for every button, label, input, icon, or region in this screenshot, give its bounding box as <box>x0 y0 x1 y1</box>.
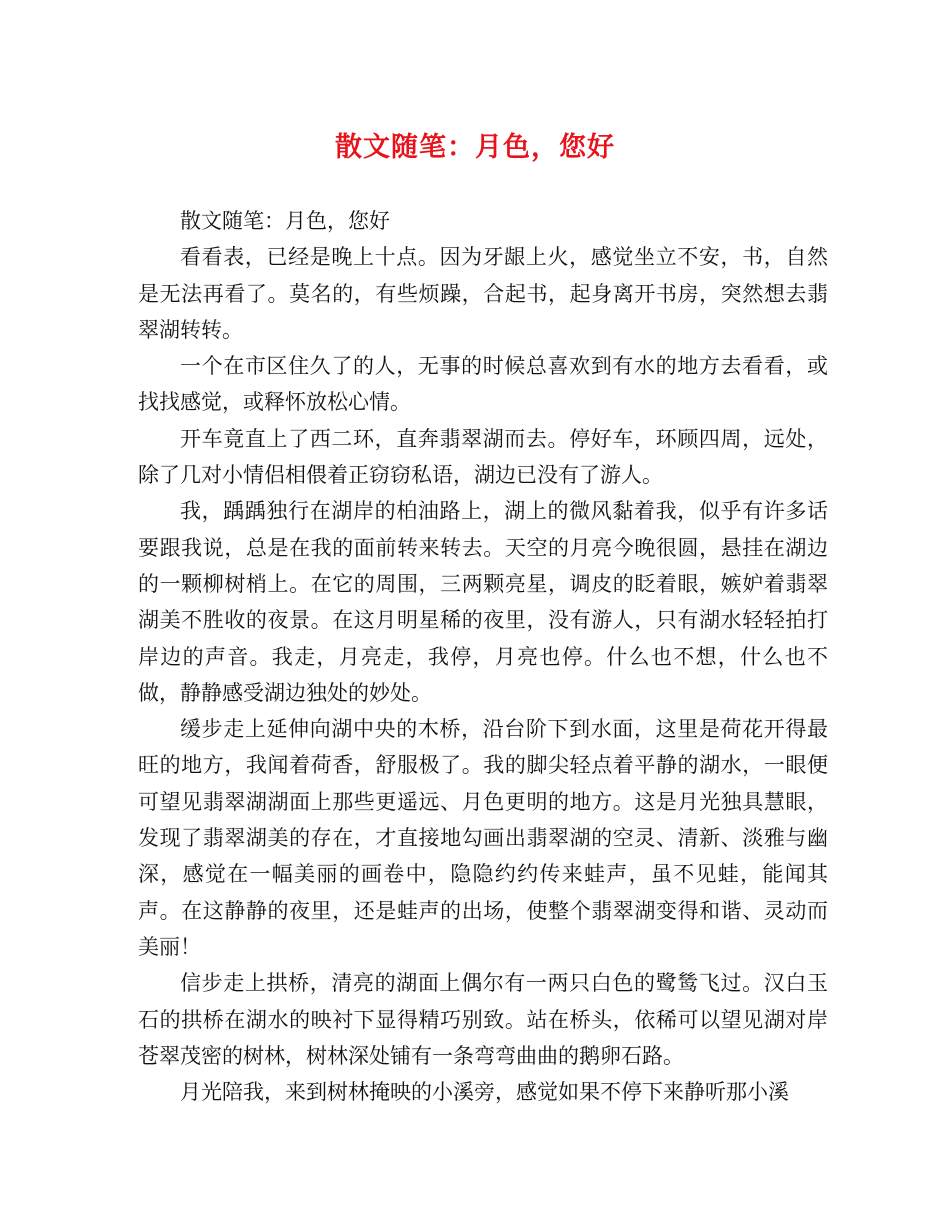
paragraph: 月光陪我，来到树林掩映的小溪旁，感觉如果不停下来静听那小溪 <box>180 1080 789 1105</box>
paragraph: 看看表，已经是晚上十点。因为牙龈上火，感觉坐立不安，书，自然是无法再看了。莫名的，有些烦躁，合起书，起身离开书房，突然想去翡翠湖转转。 <box>138 245 828 342</box>
paragraph: 信步走上拱桥，清亮的湖面上偶尔有一两只白色的鹭鸶飞过。汉白玉石的拱桥在湖水的映衬下显得精巧别致。站在桥头，依稀可以望见湖对岸苍翠茂密的树林，树林深处铺有一条弯弯曲曲的鹅卵石路。 <box>138 971 828 1068</box>
paragraph-subtitle: 散文随笔：月色，您好 <box>180 209 390 233</box>
paragraph: 一个在市区住久了的人，无事的时候总喜欢到有水的地方去看看，或找找感觉，或释怀放松心情。 <box>138 354 828 415</box>
document-body <box>138 203 828 1110</box>
paragraph: 开车竟直上了西二环，直奔翡翠湖而去。停好车，环顾四周，远处，除了几对小情侣相偎着正窃窃私语，湖边已没有了游人。 <box>138 426 828 488</box>
paragraph: 缓步走上延伸向湖中央的木桥，沿台阶下到水面，这里是荷花开得最旺的地方，我闻着荷香，舒服极了。我的脚尖轻点着平静的湖水，一眼便可望见翡翠湖湖面上那些更遥远、月色更明的地方。这是月光独具慧眼，发现了翡翠湖美的存在，才直接地勾画出翡翠湖的空灵、清新、淡雅与幽深，感觉在一幅美丽的画卷中，隐隐约约传来蛙声，虽不见蛙，能闻其声。在这静静的夜里，还是蛙声的出场，使整个翡翠湖变得和谐、灵动而美丽！ <box>138 717 828 959</box>
paragraph: 我，踽踽独行在湖岸的柏油路上，湖上的微风黏着我，似乎有许多话要跟我说，总是在我的面前转来转去。天空的月亮今晚很圆，悬挂在湖边的一颗柳树梢上。在它的周围，三两颗亮星，调皮的眨着眼，嫉妒着翡翠湖美不胜收的夜景。在这月明星稀的夜里，没有游人，只有湖水轻轻拍打岸边的声音。我走，月亮走，我停，月亮也停。什么也不想，什么也不做，静静感受湖边独处的妙处。 <box>138 499 828 705</box>
document-title: 散文随笔：月色，您好 <box>335 132 615 163</box>
